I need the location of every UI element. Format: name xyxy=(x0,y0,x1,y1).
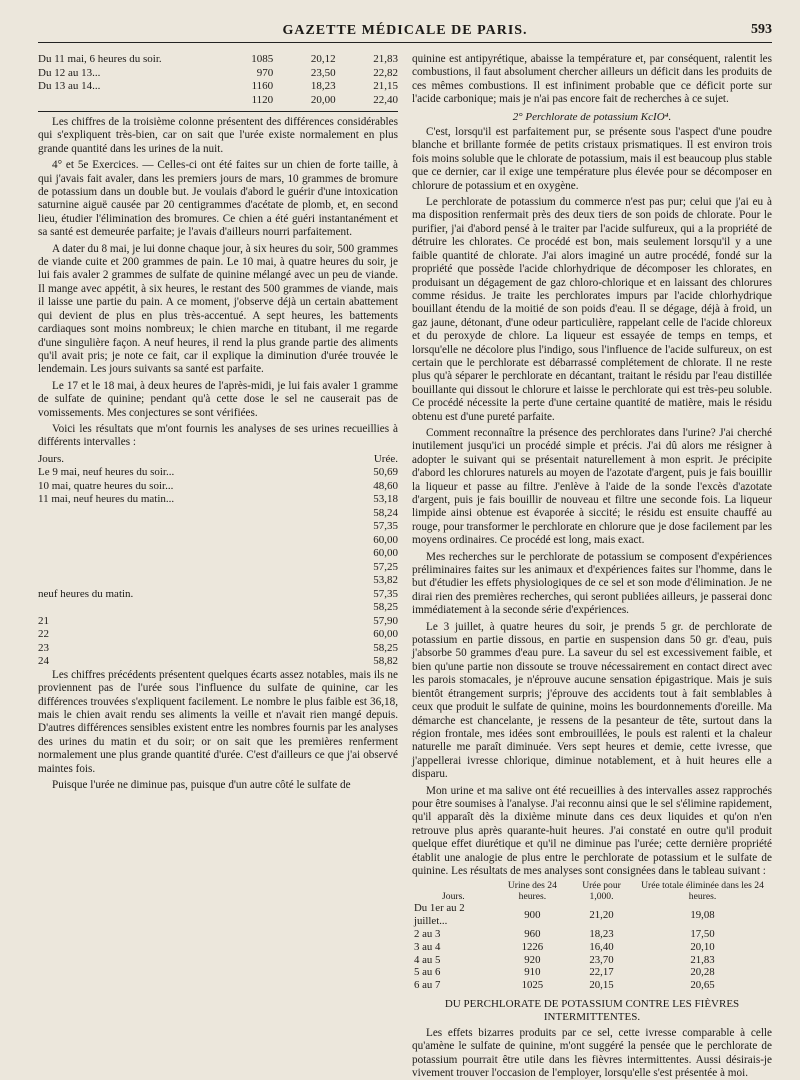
table-cell xyxy=(243,534,304,548)
table-row xyxy=(38,534,398,548)
table-row xyxy=(412,902,772,928)
table-row xyxy=(38,53,398,67)
table-row xyxy=(412,966,772,979)
table-cell xyxy=(243,642,304,656)
table-row xyxy=(412,928,772,941)
table-cell: 58,25 xyxy=(373,601,398,614)
table-cell: 60,00 xyxy=(373,628,398,641)
paragraph: 4° et 5e Exercices. — Celles-ci ont été faites sur un chien de forte taille, à qui j'avais fait avaler, dans les premiers jours de mars, 10 grammes de bromure de potassium dans un double but. Je voulais d'abord le guérir d'une intoxication saturnine aiguë causée par 20 centigrammes d'acétate de plomb, et, en second lieu, étudier l'élimination des bromures. Ce chien a été guéri instantanément et sa santé est demeurée parfaite; je l'avais d'ailleurs nourri parfaitement. xyxy=(38,159,398,239)
table-cell: 970 xyxy=(256,66,274,79)
table-row xyxy=(38,480,398,494)
paragraph: Comment reconnaître la présence des perchlorates dans l'urine? J'ai cherché inutilement jusqu'ici un procédé simple et précis. J'ai dû alors me résigner à adopter le suivant qui se présentait naturellement à mon esprit. Je précipite d'abord les chlorures naturels au moyen de l'azotate d'argent, puis je fais bouillir la liqueur et passe au filtre. J'enlève à l'aide de la sonde l'excès d'azotate d'argent, puis je fais bouillir de nouveau et filtre une seconde fois. La liqueur limpide ainsi obtenue est évaporée à siccité; le résidu est ensuite chauffé au rouge, pour transformer le perchlorate en chlorure que je dose facilement par les moyens ordinaires. Ce procédé est long, mais exact. xyxy=(412,426,772,547)
table-cell: 24 xyxy=(38,655,49,668)
paragraph: Voici les résultats que m'ont fournis les analyses de ses urines recueillies à différents intervalles : xyxy=(38,422,398,449)
table-cell: 910 xyxy=(524,966,541,979)
text-columns xyxy=(38,53,772,1079)
table-row xyxy=(38,561,398,575)
table-cell: 53,82 xyxy=(373,574,398,587)
table-cell: Urée. xyxy=(373,452,398,465)
table-cell: 23,50 xyxy=(310,66,336,79)
table-cell: 58,24 xyxy=(373,506,398,519)
table-cell: 900 xyxy=(524,908,541,921)
section-heading: DU PERCHLORATE DE POTASSIUM CONTRE LES FIÈVRES INTERMITTENTES. xyxy=(444,997,740,1024)
table-row xyxy=(38,574,398,588)
urea-table-dog xyxy=(38,453,398,669)
table-cell: 20,12 xyxy=(310,53,336,65)
table-cell: 21 xyxy=(38,614,49,627)
divider xyxy=(38,111,398,112)
table-cell: 57,35 xyxy=(373,520,398,533)
table-cell: 57,35 xyxy=(373,587,398,600)
table-cell: 1120 xyxy=(251,93,274,106)
table-cell: 20,65 xyxy=(690,979,715,992)
paragraph: Mon urine et ma salive ont été recueillies à des intervalles assez rapprochés pour être soumises à l'analyse. J'ai reconnu ainsi que le sel s'élimine rapidement, qu'il apparaît dès la dixième minute dans ces deux liquides et qu'on n'en retrouve plus après quarante-huit heures. J'ai constaté en outre qu'il produit quelque effet diurétique et qu'il ne diminue pas l'urée; cette dernière propriété établit une analogie de plus entre le perchlorate de potassium et le sulfate de quinine. Les résultats de mes analyses sont consignées dans le tableau suivant : xyxy=(412,784,772,877)
table-row xyxy=(38,493,398,507)
table-cell: 1226 xyxy=(521,940,544,953)
table-cell: Le 9 mai, neuf heures du soir... xyxy=(38,466,175,479)
table-cell: 60,00 xyxy=(373,547,398,560)
table-row xyxy=(38,655,398,669)
table-cell: 10 mai, quatre heures du soir... xyxy=(38,479,174,492)
table-cell: 50,69 xyxy=(373,466,398,479)
table-cell: 17,50 xyxy=(690,927,715,940)
paragraph: quinine est antipyrétique, abaisse la température et, par conséquent, ralentit les combustions, il faut absolument chercher ailleurs un déficit dans les produits de ces mêmes combustions. Il est infiniment probable que ce déficit porte sur l'acide carbonique; mais je n'ai pas encore fait de recherches à ce sujet. xyxy=(412,53,772,106)
table-row xyxy=(412,979,772,992)
table-header: Urée totale éliminée dans les 24 heures. xyxy=(641,880,764,902)
table-header: Urine des 24 heures. xyxy=(507,880,557,902)
table-cell: 20,28 xyxy=(690,966,715,979)
table-row xyxy=(38,642,398,656)
table-cell: 20,15 xyxy=(589,979,614,992)
table-cell: Du 1er au 2 juillet... xyxy=(414,902,465,928)
table-cell: 18,23 xyxy=(589,927,614,940)
table-cell: Du 13 au 14... xyxy=(38,80,101,92)
table-cell: 6 au 7 xyxy=(414,979,441,992)
table-cell: 1160 xyxy=(251,80,274,92)
paragraph: Le 17 et le 18 mai, à deux heures de l'après-midi, je lui fais avaler 1 gramme de sulfate de quinine; pendant qu'à cette dose le sel ne causerait pas de vomissements. Mes conjectures se sont vérifiées. xyxy=(38,379,398,419)
table-cell: 57,90 xyxy=(373,614,398,627)
table-cell: 19,08 xyxy=(690,908,715,921)
table-cell xyxy=(38,547,211,561)
table-cell: 21,15 xyxy=(373,80,398,92)
table-cell: 11 mai, neuf heures du matin... xyxy=(38,493,175,506)
right-column xyxy=(412,53,772,1079)
table-cell: 23,70 xyxy=(589,953,614,966)
table-cell: 20,10 xyxy=(690,940,715,953)
table-cell: 16,40 xyxy=(589,940,614,953)
table-cell: 58,82 xyxy=(373,655,398,668)
table-cell: 23 xyxy=(38,641,49,654)
section-heading-text: 2° Perchlorate de potassium KcIO⁴. xyxy=(512,110,672,123)
table-cell xyxy=(38,520,211,534)
table-row xyxy=(38,628,398,642)
urea-table-top xyxy=(38,53,398,107)
table-cell: 920 xyxy=(524,953,541,966)
table-cell: 22,17 xyxy=(589,966,614,979)
table-row xyxy=(38,601,398,615)
table-cell: 22,40 xyxy=(373,93,398,106)
table-row xyxy=(38,588,398,602)
table-cell xyxy=(38,534,211,548)
table-cell: 60,00 xyxy=(373,533,398,546)
table-row xyxy=(38,67,398,81)
table-cell xyxy=(243,628,304,642)
table-row xyxy=(38,507,398,521)
table-cell: 57,25 xyxy=(373,560,398,573)
paragraph: C'est, lorsqu'il est parfaitement pur, se présente sous l'aspect d'une poudre blanche et brillante formée de petits cristaux prismatiques. Il est environ trois fois moins soluble que le chlorate de potassium, mais il est beaucoup plus stable que ce dernier, car il exige une température plus élevée pour se décomposer en chlorure de potassium et en oxygène. xyxy=(412,126,772,192)
table-cell xyxy=(243,588,304,602)
paragraph: Le perchlorate de potassium du commerce n'est pas pur; celui que j'ai eu à ma disposition renfermait près des deux tiers de son poids de chlorate. Pour le purifier, j'ai d'abord pensé à le traiter par l'acide sulfureux, qui a la propriété de détruire les chlorates. Ce procédé est bon, mais seulement lorsqu'il y a une faible quantité de chlorate. J'ai alors imaginé un autre procédé, fondé sur la propriété que possède l'acide chlorhydrique de décomposer les chlorates, en produisant un dégagement de gaz chloro-chlorique et en laissant des chlorures comme résidus. Je traite les perchlorates impurs par l'acide chlorhydrique bouillant étendu de la moitié de son poids d'eau. Il se dégage, déjà à froid, un gaz jaune, détonant, d'une odeur particulière, rappelant celle de l'acide chloreux et du peroxyde de chlore. La liqueur est essayée de temps en temps, et lorsqu'elle ne décolore plus l'indigo, sous l'influence de l'acide sulfureux, on est certain que le perchlorate est débarrassé complétement de chlorate. Il ne reste plus qu'à séparer le perchlorate en décantant, traitant le résidu par l'eau distillée bouillante qui dissout le chlorure et laisse le perchlorate qui est très-peu soluble. Ce procédé nécessite la perte d'une certaine quantité de matière, mais le résidu obtenu est d'une pureté parfaite. xyxy=(412,196,772,423)
table-row xyxy=(38,520,398,534)
table-cell: 21,20 xyxy=(589,908,614,921)
table-cell: 58,25 xyxy=(373,641,398,654)
paragraph: Les chiffres précédents présentent quelques écarts assez notables, mais ils ne proviennent pas de l'urée sous l'influence du sulfate de quinine, car les différences trouvées s'expliquent facilement. Le nombre le plus faible est 36,18, mais le chien avait rendu ses aliments la veille et n'avait rien mangé depuis. D'autres différences sensibles existent entre les nombres fournis par les analyses des urines du matin et du soir; or on sait que les premières renferment normalement une plus grande quantité d'urée. C'est d'ailleurs ce que j'ai observé maintes fois. xyxy=(38,668,398,775)
table-cell: 18,23 xyxy=(310,80,336,92)
table-cell: 21,83 xyxy=(690,953,715,966)
table-header: Jours. xyxy=(442,890,465,902)
table-cell xyxy=(243,655,304,669)
table-row xyxy=(38,547,398,561)
table-cell xyxy=(38,601,211,615)
table-row xyxy=(38,80,398,94)
section-heading xyxy=(412,111,772,124)
table-cell: 5 au 6 xyxy=(414,966,441,979)
urea-table-perchlorate xyxy=(412,881,772,992)
table-row xyxy=(38,615,398,629)
table-row xyxy=(38,94,398,108)
table-row xyxy=(412,954,772,967)
page-header xyxy=(38,22,772,43)
page-number: 593 xyxy=(751,22,772,37)
table-header: Urée pour 1,000. xyxy=(582,880,621,902)
table-row xyxy=(38,466,398,480)
table-cell: Jours. xyxy=(38,452,64,465)
paragraph: Les chiffres de la troisième colonne présentent des différences considérables qui s'expliquent très-bien, car on sait que l'urée existe normalement en plus grande quantité dans les urines de la nuit. xyxy=(38,116,398,155)
table-cell: 22,82 xyxy=(373,66,398,79)
table-cell xyxy=(243,493,304,507)
table-row xyxy=(38,453,398,467)
journal-title: GAZETTE MÉDICALE DE PARIS. xyxy=(282,23,528,38)
left-column xyxy=(38,53,398,1063)
table-cell xyxy=(243,507,304,521)
table-cell xyxy=(243,520,304,534)
paragraph: A dater du 8 mai, je lui donne chaque jour, à six heures du soir, 500 grammes de viande cuite et 200 grammes de pain. Le 10 mai, à quatre heures du soir, je lui fais avaler 2 grammes de sulfate de quinine mélangé avec un peu de viande. Il mange avec appétit, à six heures, le restant des 500 grammes de viande, mais il laisse une partie du pain. A ce moment, j'observe déjà un certain abattement qui devient de plus en plus très-accentué. A sept heures, les battements cardiaques sont moins nombreux; le chien marche en titubant, il me regarde d'une singulière façon. A neuf heures, il rend la plus grande partie des aliments qu'il avait pris; je note ce fait, car il explique la diminution d'urée trouvée le lendemain. Les jours suivants sa santé est parfaite. xyxy=(38,242,398,376)
table-cell xyxy=(243,574,304,588)
paragraph: Les effets bizarres produits par ce sel, cette ivresse comparable à celle qu'amène le sulfate de quinine, m'ont suggéré la pensée que le perchlorate de potassium pourrait être utile dans les fièvres intermittentes. Aussi désirais-je vivement trouver l'occasion de l'employer, lorsqu'elle s'est présentée à moi. xyxy=(412,1026,772,1079)
table-cell: 1025 xyxy=(521,979,544,992)
table-cell: 20,00 xyxy=(310,93,336,106)
table-cell xyxy=(38,574,211,588)
table-cell: 2 au 3 xyxy=(414,927,441,940)
table-cell: 1085 xyxy=(251,53,274,65)
table-cell: 4 au 5 xyxy=(414,953,441,966)
table-cell xyxy=(38,507,211,521)
table-cell xyxy=(38,561,211,575)
table-cell: 960 xyxy=(524,927,541,940)
table-cell xyxy=(243,547,304,561)
table-cell xyxy=(243,615,304,629)
table-cell xyxy=(243,480,304,494)
table-row xyxy=(412,941,772,954)
table-cell: Du 11 mai, 6 heures du soir. xyxy=(38,53,162,65)
paragraph: Puisque l'urée ne diminue pas, puisque d'un autre côté le sulfate de xyxy=(52,779,351,791)
table-cell: neuf heures du matin. xyxy=(38,587,134,600)
table-cell xyxy=(243,561,304,575)
table-cell: 21,83 xyxy=(373,53,398,65)
table-cell xyxy=(243,453,304,467)
table-cell xyxy=(243,466,304,480)
table-cell xyxy=(243,601,304,615)
table-cell: Du 12 au 13... xyxy=(38,66,101,79)
table-cell: 22 xyxy=(38,628,49,641)
table-cell: 53,18 xyxy=(373,493,398,506)
table-cell xyxy=(38,94,211,108)
paragraph: Le 3 juillet, à quatre heures du soir, je prends 5 gr. de perchlorate de potassium en partie dissous, en partie en suspension dans 50 gr. d'eau, puis j'absorbe 50 grammes d'eau pure. La saveur du sel est excessivement faible, et bien qu'une partie non dissoute se trouve nécessairement en contact direct avec les parois stomacales, je n'éprouve aucune sensation épigastrique. Mais je suis bientôt étrangement surpris; j'éprouve des accidents tout à fait semblables à ceux que produit le sulfate de quinine, moins les bourdonnements d'oreille. Ma démarche est chancelante, je ressens de la pesanteur de tête, surtout dans la région frontale, mes idées sont embrouillées, le pouls est ralenti et la chaleur naturelle me paraît diminuée. Vers sept heures et demie, cette ivresse, que j'appellerai ivresse chlorique, diminue notablement, et à huit heures elle a disparu. xyxy=(412,620,772,781)
paragraph: Mes recherches sur le perchlorate de potassium se composent d'expériences préliminaires faites sur les animaux et d'expériences faites sur l'homme, dans le but d'étudier les effets physiologiques de ce sel et son mode d'élimination. Je ne dirai rien des premières recherches, qui seront publiées ailleurs, je passerai donc immédiatement à la seconde série d'expériences. xyxy=(412,550,772,617)
table-cell: 48,60 xyxy=(373,479,398,492)
table-cell: 3 au 4 xyxy=(414,940,441,953)
